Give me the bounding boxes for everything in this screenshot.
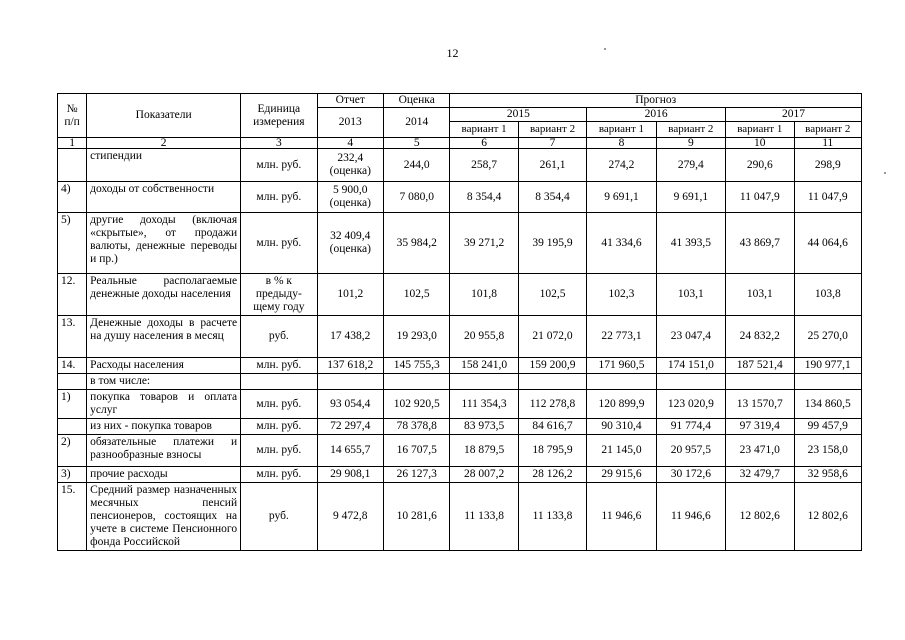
table-row xyxy=(58,316,862,358)
col-number: 11 xyxy=(794,138,862,149)
row-indicator: доходы от собственности xyxy=(87,182,241,213)
income-expense-table xyxy=(57,93,862,551)
scan-speck xyxy=(604,48,606,50)
row-unit: млн. руб. xyxy=(241,358,317,374)
col-number: 6 xyxy=(450,138,518,149)
table-row xyxy=(58,419,862,435)
value-2016-v1: 90 310,4 xyxy=(587,419,656,435)
value-2013: 93 054,4 xyxy=(317,390,383,419)
header-variant-1: вариант 1 xyxy=(726,122,794,138)
value-2017-v1: 32 479,7 xyxy=(726,467,794,483)
header-num: № п/п xyxy=(58,94,87,138)
header-variant-2: вариант 2 xyxy=(656,122,725,138)
table-row xyxy=(58,483,862,551)
value-2013: 5 900,0 (оценка) xyxy=(317,182,383,213)
header-variant-2: вариант 2 xyxy=(518,122,586,138)
value-2013: 14 655,7 xyxy=(317,435,383,467)
value-2016-v2: 91 774,4 xyxy=(656,419,725,435)
value-2014: 10 281,6 xyxy=(383,483,449,551)
value-2017-v2: 99 457,9 xyxy=(794,419,862,435)
value-2017-v2: 32 958,6 xyxy=(794,467,862,483)
row-number: 2) xyxy=(58,435,87,467)
row-number: 5) xyxy=(58,213,87,274)
value-2015-v1: 83 973,5 xyxy=(450,419,518,435)
value-2015-v1: 20 955,8 xyxy=(450,316,518,358)
table-row xyxy=(58,213,862,274)
col-number: 4 xyxy=(317,138,383,149)
value-2014: 7 080,0 xyxy=(383,182,449,213)
value-2016-v2: 9 691,1 xyxy=(656,182,725,213)
table-row xyxy=(58,374,862,390)
header-year-2015: 2015 xyxy=(450,108,587,122)
header-year-2016: 2016 xyxy=(587,108,726,122)
value-2017-v1: 97 319,4 xyxy=(726,419,794,435)
row-number xyxy=(58,419,87,435)
value-2017-v2: 11 047,9 xyxy=(794,182,862,213)
value-2013: 29 908,1 xyxy=(317,467,383,483)
value-2015-v1: 258,7 xyxy=(450,149,518,182)
value-2015-v2: 18 795,9 xyxy=(518,435,586,467)
row-unit: руб. xyxy=(241,483,317,551)
row-indicator: другие доходы (включая «скрытые», от продажи валюты, денежные переводы и пр.) xyxy=(87,213,241,274)
table-row xyxy=(58,435,862,467)
value-2016-v2: 279,4 xyxy=(656,149,725,182)
value-2017-v2: 23 158,0 xyxy=(794,435,862,467)
value-2017-v2: 134 860,5 xyxy=(794,390,862,419)
table-row xyxy=(58,390,862,419)
row-unit: млн. руб. xyxy=(241,213,317,274)
value-2016-v1: 120 899,9 xyxy=(587,390,656,419)
value-2016-v2: 11 946,6 xyxy=(656,483,725,551)
value-2015-v1: 8 354,4 xyxy=(450,182,518,213)
value-2017-v1: 23 471,0 xyxy=(726,435,794,467)
row-unit: в % к предыду- щему году xyxy=(241,274,317,316)
value-2016-v2: 174 151,0 xyxy=(656,358,725,374)
value-2016-v2: 103,1 xyxy=(656,274,725,316)
col-number: 7 xyxy=(518,138,586,149)
value-2014: 26 127,3 xyxy=(383,467,449,483)
value-2017-v1: 103,1 xyxy=(726,274,794,316)
header-year-2013: 2013 xyxy=(317,108,383,138)
header-variant-2: вариант 2 xyxy=(794,122,862,138)
row-indicator: Расходы населения xyxy=(87,358,241,374)
value-2015-v2: 112 278,8 xyxy=(518,390,586,419)
value-2014: 244,0 xyxy=(383,149,449,182)
value-2015-v1: 111 354,3 xyxy=(450,390,518,419)
header-variant-1: вариант 1 xyxy=(450,122,518,138)
row-number xyxy=(58,374,87,390)
value-2016-v2: 30 172,6 xyxy=(656,467,725,483)
row-indicator: стипендии xyxy=(87,149,241,182)
value-2015-v2: 11 133,8 xyxy=(518,483,586,551)
value-2016-v1: 11 946,6 xyxy=(587,483,656,551)
page-number: 12 xyxy=(446,46,459,60)
row-number xyxy=(58,149,87,182)
col-number: 1 xyxy=(58,138,87,149)
value-2017-v1: 12 802,6 xyxy=(726,483,794,551)
column-number-row xyxy=(58,138,862,149)
row-unit: млн. руб. xyxy=(241,182,317,213)
value-2016-v1: 29 915,6 xyxy=(587,467,656,483)
value-2014: 78 378,8 xyxy=(383,419,449,435)
row-number: 13. xyxy=(58,316,87,358)
header-year-2014: 2014 xyxy=(383,108,449,138)
value-2014 xyxy=(383,374,449,390)
header-year-2017: 2017 xyxy=(726,108,862,122)
row-indicator: Средний размер назначенных месячных пенсий пенсионеров, состоящих на учете в системе Пенсионного фонда Российской xyxy=(87,483,241,551)
value-2015-v2: 84 616,7 xyxy=(518,419,586,435)
value-2017-v2 xyxy=(794,374,862,390)
table-row xyxy=(58,274,862,316)
value-2016-v2: 41 393,5 xyxy=(656,213,725,274)
value-2016-v1: 9 691,1 xyxy=(587,182,656,213)
value-2015-v2: 39 195,9 xyxy=(518,213,586,274)
row-unit: руб. xyxy=(241,316,317,358)
value-2015-v1 xyxy=(450,374,518,390)
table-row xyxy=(58,182,862,213)
row-indicator: Реальные располагаемые денежные доходы населения xyxy=(87,274,241,316)
value-2015-v2: 8 354,4 xyxy=(518,182,586,213)
value-2013 xyxy=(317,374,383,390)
header-indicator: Показатели xyxy=(87,94,241,138)
row-unit: млн. руб. xyxy=(241,435,317,467)
row-number: 12. xyxy=(58,274,87,316)
header-unit: Единица измерения xyxy=(241,94,317,138)
header-report: Отчет xyxy=(317,94,383,108)
value-2017-v1: 24 832,2 xyxy=(726,316,794,358)
row-unit: млн. руб. xyxy=(241,419,317,435)
value-2015-v2: 21 072,0 xyxy=(518,316,586,358)
value-2015-v1: 158 241,0 xyxy=(450,358,518,374)
value-2016-v2: 20 957,5 xyxy=(656,435,725,467)
value-2017-v2: 25 270,0 xyxy=(794,316,862,358)
value-2017-v2: 103,8 xyxy=(794,274,862,316)
col-number: 9 xyxy=(656,138,725,149)
value-2014: 102,5 xyxy=(383,274,449,316)
value-2017-v1: 187 521,4 xyxy=(726,358,794,374)
value-2015-v1: 39 271,2 xyxy=(450,213,518,274)
value-2016-v2: 23 047,4 xyxy=(656,316,725,358)
value-2017-v1: 11 047,9 xyxy=(726,182,794,213)
value-2016-v2 xyxy=(656,374,725,390)
row-unit: млн. руб. xyxy=(241,467,317,483)
value-2015-v2 xyxy=(518,374,586,390)
row-number: 3) xyxy=(58,467,87,483)
header-estimate: Оценка xyxy=(383,94,449,108)
value-2017-v1: 13 1570,7 xyxy=(726,390,794,419)
value-2015-v1: 101,8 xyxy=(450,274,518,316)
value-2016-v1: 102,3 xyxy=(587,274,656,316)
value-2013: 137 618,2 xyxy=(317,358,383,374)
header-forecast: Прогноз xyxy=(450,94,862,108)
value-2013: 72 297,4 xyxy=(317,419,383,435)
value-2014: 16 707,5 xyxy=(383,435,449,467)
value-2015-v2: 261,1 xyxy=(518,149,586,182)
value-2015-v2: 159 200,9 xyxy=(518,358,586,374)
table-row xyxy=(58,149,862,182)
value-2017-v2: 298,9 xyxy=(794,149,862,182)
col-number: 5 xyxy=(383,138,449,149)
value-2016-v1: 21 145,0 xyxy=(587,435,656,467)
value-2016-v1 xyxy=(587,374,656,390)
table-row xyxy=(58,358,862,374)
row-number: 1) xyxy=(58,390,87,419)
row-indicator: прочие расходы xyxy=(87,467,241,483)
row-indicator: из них - покупка товаров xyxy=(87,419,241,435)
row-number: 14. xyxy=(58,358,87,374)
value-2016-v1: 41 334,6 xyxy=(587,213,656,274)
col-number: 10 xyxy=(726,138,794,149)
value-2017-v1 xyxy=(726,374,794,390)
row-indicator: в том числе: xyxy=(87,374,241,390)
value-2015-v1: 11 133,8 xyxy=(450,483,518,551)
value-2015-v2: 28 126,2 xyxy=(518,467,586,483)
col-number: 8 xyxy=(587,138,656,149)
row-number: 4) xyxy=(58,182,87,213)
value-2017-v1: 43 869,7 xyxy=(726,213,794,274)
value-2016-v2: 123 020,9 xyxy=(656,390,725,419)
row-unit: млн. руб. xyxy=(241,390,317,419)
value-2013: 32 409,4 (оценка) xyxy=(317,213,383,274)
row-number: 15. xyxy=(58,483,87,551)
value-2017-v2: 190 977,1 xyxy=(794,358,862,374)
value-2014: 145 755,3 xyxy=(383,358,449,374)
value-2014: 19 293,0 xyxy=(383,316,449,358)
value-2016-v1: 171 960,5 xyxy=(587,358,656,374)
value-2014: 35 984,2 xyxy=(383,213,449,274)
scan-speck xyxy=(884,172,886,174)
value-2016-v1: 274,2 xyxy=(587,149,656,182)
value-2017-v2: 44 064,6 xyxy=(794,213,862,274)
value-2015-v1: 28 007,2 xyxy=(450,467,518,483)
table-row xyxy=(58,467,862,483)
row-indicator: обязательные платежи и разнообразные взносы xyxy=(87,435,241,467)
col-number: 2 xyxy=(87,138,241,149)
value-2015-v1: 18 879,5 xyxy=(450,435,518,467)
value-2015-v2: 102,5 xyxy=(518,274,586,316)
col-number: 3 xyxy=(241,138,317,149)
value-2013: 101,2 xyxy=(317,274,383,316)
value-2013: 232,4 (оценка) xyxy=(317,149,383,182)
value-2013: 17 438,2 xyxy=(317,316,383,358)
header-variant-1: вариант 1 xyxy=(587,122,656,138)
row-unit xyxy=(241,374,317,390)
value-2017-v1: 290,6 xyxy=(726,149,794,182)
value-2016-v1: 22 773,1 xyxy=(587,316,656,358)
row-unit: млн. руб. xyxy=(241,149,317,182)
value-2014: 102 920,5 xyxy=(383,390,449,419)
value-2013: 9 472,8 xyxy=(317,483,383,551)
row-indicator: покупка товаров и оплата услуг xyxy=(87,390,241,419)
value-2017-v2: 12 802,6 xyxy=(794,483,862,551)
row-indicator: Денежные доходы в расчете на душу населения в месяц xyxy=(87,316,241,358)
